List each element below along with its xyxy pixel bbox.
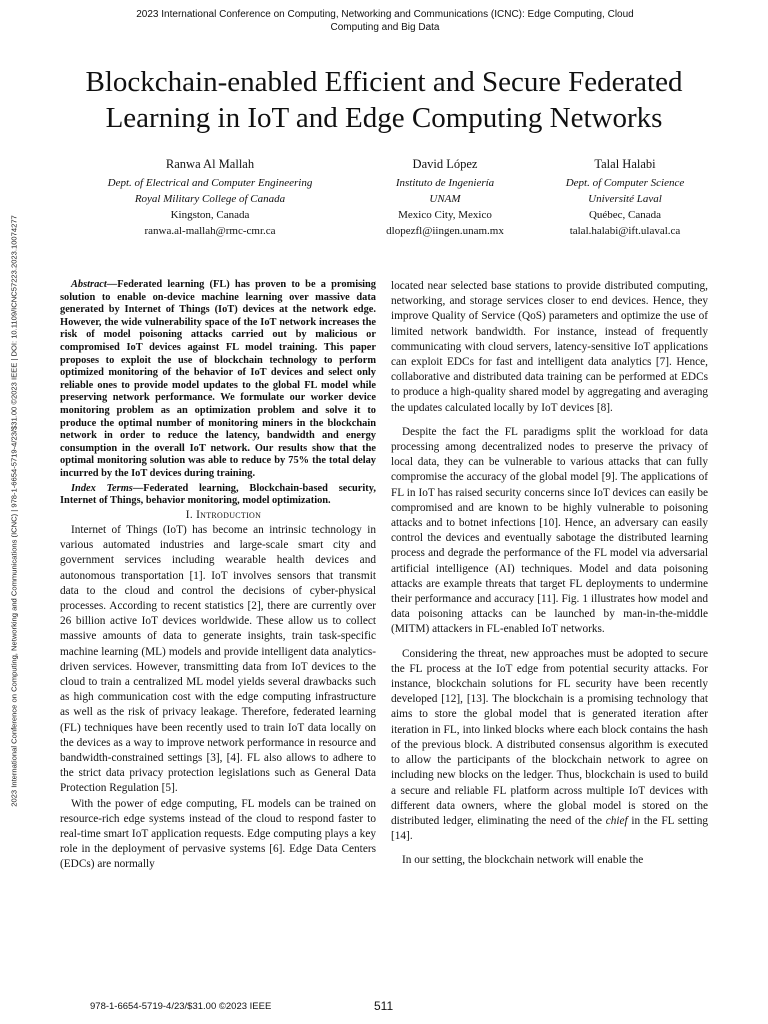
paragraph: Internet of Things (IoT) has become an intrinsic technology in various automated industries and large-scale smart city and government services including wearable health devices and autonomous transportation [1]. IoT involves sensors that transmit data to the cloud and control the decisions of cyber-physical processes. According to recent statistics [2], there are currently over 26 billion active IoT devices worldwide. These allow us to collect massive amounts of data to generate insights, train task-specific machine learning (ML) models and provide intelligent data analytics-driven services. However, transmitting data from IoT devices to the cloud to train a centralized ML model yields several drawbacks such as high communication cost with the edge computing infrastructure as well as the risk of privacy leakage. Therefore, federated learning (FL) techniques have been recently used to train IoT data locally on the devices as a way to improve network performance in resource and bandwidth-constrained settings [3], [4]. FL also allows to adhere to the strict data privacy protection legislations such as General Data Protection Regulation [5]. — [60, 523, 376, 795]
author-email: talal.halabi@ift.ulaval.ca — [569, 225, 681, 237]
author-2 — [360, 156, 530, 239]
title-line2: Learning in IoT and Edge Computing Networks — [105, 102, 663, 134]
author-dept: Instituto de Ingeniería — [395, 177, 495, 189]
index-terms — [60, 483, 376, 508]
author-institution: Royal Military College of Canada — [134, 193, 286, 205]
paragraph-text: Considering the threat, new approaches must be adopted to secure the FL process at the IoT edge from potential security attacks. For instance, blockchain solutions for FL security have been recently developed [12], [13]. The blockchain is a promising technology that aims to store the global model that is generated iteration after iteration in FL, into linked blocks where each block contains the hash of the previous block. A distributed consensus algorithm is executed to allow the participants of the blockchain network to agree on including new blocks on the ledger. Thus, blockchain is used to build a secure and reliable FL platform across multiple IoT devices with different data owners, where the global model is stored on the distributed ledger, eliminating the need of the — [391, 647, 708, 827]
author-name: David López — [412, 157, 478, 171]
author-name: Talal Halabi — [594, 157, 656, 171]
author-dept: Dept. of Electrical and Computer Engineering — [107, 177, 313, 189]
author-block — [60, 156, 720, 239]
conference-header-line2: Computing and Big Data — [330, 22, 440, 33]
author-1 — [60, 156, 360, 239]
paragraph: located near selected base stations to provide distributed computing, networking, and storage services closer to end devices. Hence, they improve Quality of Service (QoS) parameters and optimize the use of limited network bandwidth. For instance, instead of frequently communicating with cloud servers, latency-sensitive IoT applications can exploit EDCs for fast and intelligent data analytics [7]. Hence, collaborative and distributed data training can be performed at EDCs to produce a high-quality shared model by aggregating and averaging the updates calculated locally by IoT devices [8]. — [391, 280, 708, 414]
author-email: ranwa.al-mallah@rmc-cmr.ca — [144, 225, 276, 237]
author-location: Kingston, Canada — [170, 209, 250, 221]
page-number: 511 — [374, 999, 394, 1013]
section-heading — [60, 508, 376, 523]
conference-header-line1: 2023 International Conference on Computing, Networking and Communications (ICNC): Edge Computing, Cloud — [136, 9, 634, 20]
section-number: I. — [185, 508, 193, 521]
chief-word: chief — [605, 814, 628, 827]
paragraph-tail: in the FL setting [14]. — [391, 814, 708, 843]
author-email: dlopezfl@iingen.unam.mx — [386, 225, 504, 237]
right-column — [391, 279, 708, 869]
title-line1: Blockchain-enabled Efficient and Secure Federated — [85, 66, 683, 98]
side-note-text: 2023 International Conference on Computing, Networking and Communications (ICNC) | 978-1-6654-5719-4/23/$31.00 ©2023 IEEE | DOI: 10.1109/ICNC57223.2023.10074277 — [9, 215, 19, 807]
copyright-footer: 978-1-6654-5719-4/23/$31.00 ©2023 IEEE — [90, 1001, 272, 1012]
conference-header — [60, 8, 710, 34]
author-institution: Université Laval — [588, 193, 662, 205]
author-location: Québec, Canada — [588, 209, 662, 221]
section-title: Introduction — [196, 508, 262, 521]
author-3 — [530, 156, 720, 239]
abstract — [60, 279, 376, 481]
author-name: Ranwa Al Mallah — [165, 157, 255, 171]
paper-title — [40, 64, 728, 136]
paragraph: Despite the fact the FL paradigms split the workload for data processing among decentralized nodes to preserve the privacy of local data, they can be vulnerable to various attacks that can fully compromise the accuracy of the global model [9]. The applications of FL in IoT has raised security concerns since IoT devices can easily be compromised and are known to be highly vulnerable to poisoning attacks and to botnet infections [10]. Hence, an adversary can easily control the devices and eventually sabotage the distributed learning process and degrade the performance of the FL model via adversarial artificial intelligence (AI) techniques. Model and data poisoning attacks are example threats that target FL deployments to undermine their performance and accuracy [11]. Fig. 1 illustrates how model and data poisoning attacks can be launched by man-in-the-middle (MITM) attackers in FL-enabled IoT networks. — [391, 425, 708, 636]
index-terms-label: Index Terms — [71, 482, 133, 494]
index-terms-text: —Federated learning, Blockchain-based security, Internet of Things, behavior monitoring, model optimization. — [60, 482, 376, 507]
author-institution: UNAM — [429, 193, 461, 205]
left-column — [60, 279, 376, 873]
paragraph: In our setting, the blockchain network will enable the — [402, 854, 644, 867]
author-location: Mexico City, Mexico — [398, 209, 492, 221]
abstract-label: Abstract — [71, 279, 107, 290]
abstract-text: —Federated learning (FL) has proven to be a promising solution to enable on-device machine learning over massive data generated by Internet of Things (IoT) devices at the network edge. However, the wide vulnerability space of the IoT network increases the risk of model poisoning attacks carried out by malicious or compromised IoT devices against FL model training. This paper proposes to exploit the use of blockchain technology to perform optimized monitoring of the behavior of IoT devices and select only reliable ones to provide model updates to the global FL model while preserving network performance. We formulate our worker device monitoring problem as an optimization problem and solve it to produce the optimal number of monitoring miners in the blockchain network in order to reduce the latency, bandwidth and energy consumption in the overall IoT network. Our results show that the optimal monitoring solution was able to reduce by 75% the total delay incurred by the IoT devices during training. — [60, 279, 376, 479]
paragraph: With the power of edge computing, FL models can be trained on resource-rich edge systems instead of the cloud to respond faster to real-time smart IoT application requests. Edge computing plays a key role in the deployment of pervasive systems [6]. Edge Data Centers (EDCs) are normally — [60, 797, 376, 871]
side-note — [8, 140, 20, 882]
author-dept: Dept. of Computer Science — [565, 177, 685, 189]
paragraph — [391, 647, 708, 845]
